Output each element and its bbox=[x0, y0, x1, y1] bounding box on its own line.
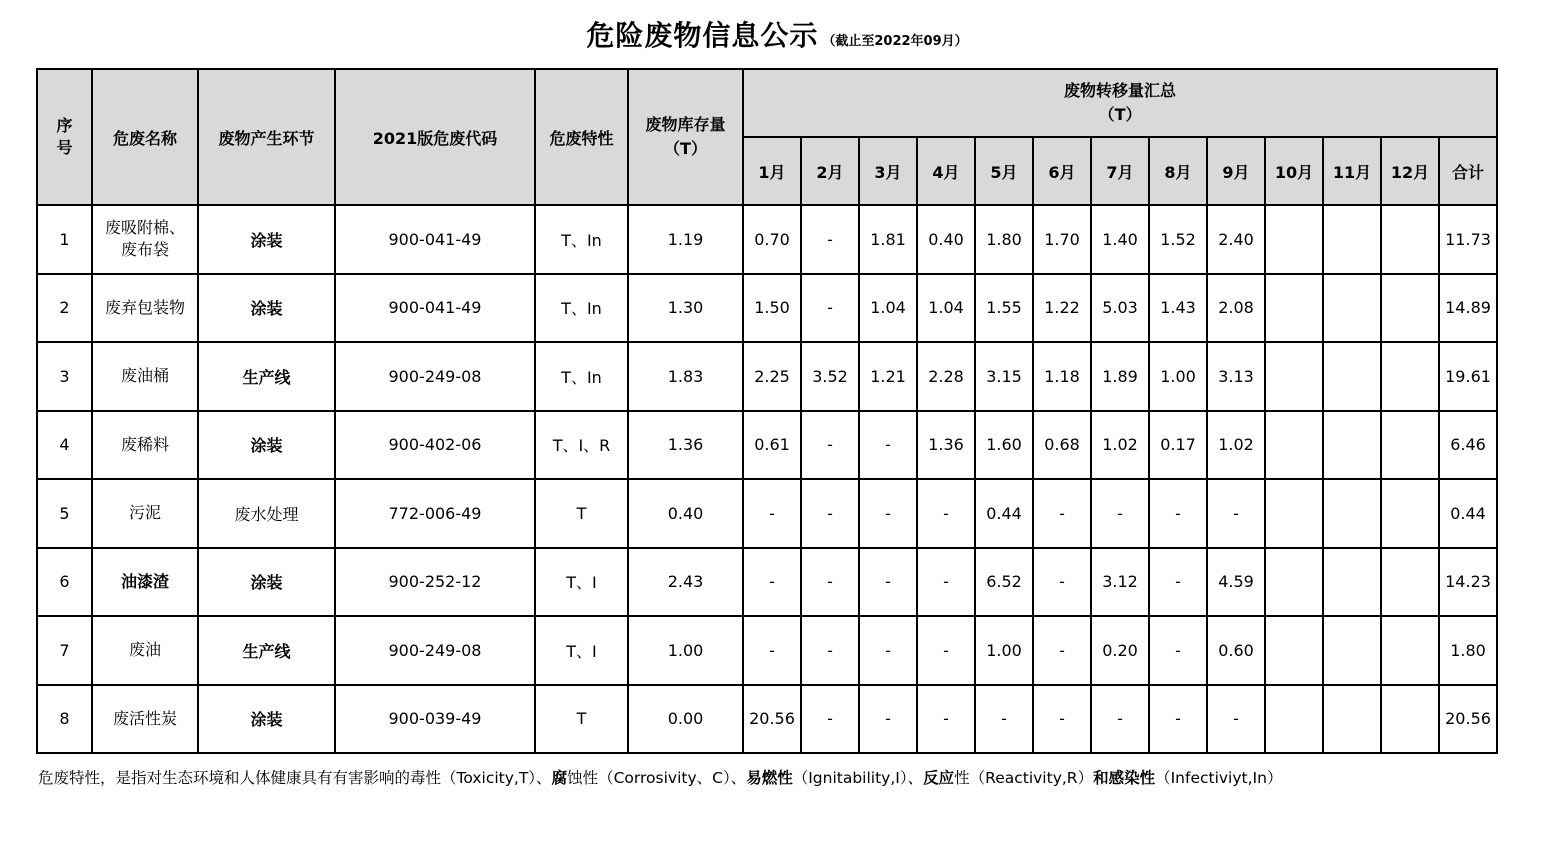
header-stage: 废物产生环节 bbox=[198, 69, 335, 205]
cell-code: 900-041-49 bbox=[335, 205, 535, 274]
cell-month-value bbox=[1323, 411, 1381, 480]
cell-month-value bbox=[1323, 274, 1381, 343]
footnote-part: Toxicity,T）、 bbox=[456, 769, 552, 787]
cell-month-value: 0.17 bbox=[1149, 411, 1207, 480]
cell-stock: 0.40 bbox=[628, 479, 743, 548]
cell-code: 900-249-08 bbox=[335, 342, 535, 411]
header-property: 危废特性 bbox=[535, 69, 628, 205]
cell-stock: 2.43 bbox=[628, 548, 743, 617]
cell-name: 废弃包装物 bbox=[92, 274, 198, 343]
cell-month-value: 1.60 bbox=[975, 411, 1033, 480]
cell-month-value: - bbox=[859, 548, 917, 617]
cell-month-value: - bbox=[975, 685, 1033, 754]
cell-month-value: 3.15 bbox=[975, 342, 1033, 411]
header-month: 5月 bbox=[975, 137, 1033, 205]
footnote-part: 性（ bbox=[954, 769, 986, 787]
header-stock: 废物库存量 （T） bbox=[628, 69, 743, 205]
cell-name: 废吸附棉、 废布袋 bbox=[92, 205, 198, 274]
table-row bbox=[37, 342, 1497, 411]
cell-month-value bbox=[1323, 685, 1381, 754]
footnote-part: 蚀性（ bbox=[567, 769, 614, 787]
cell-month-value: 20.56 bbox=[743, 685, 801, 754]
cell-month-value: 1.55 bbox=[975, 274, 1033, 343]
cell-month-value bbox=[1323, 548, 1381, 617]
cell-seq: 5 bbox=[37, 479, 92, 548]
cell-month-value: 1.21 bbox=[859, 342, 917, 411]
cell-month-value bbox=[1381, 479, 1439, 548]
cell-month-value: 1.70 bbox=[1033, 205, 1091, 274]
cell-month-value bbox=[1265, 548, 1323, 617]
cell-name: 废活性炭 bbox=[92, 685, 198, 754]
cell-total: 19.61 bbox=[1439, 342, 1497, 411]
cell-month-value: - bbox=[859, 479, 917, 548]
cell-month-value: 1.81 bbox=[859, 205, 917, 274]
cell-month-value: 1.36 bbox=[917, 411, 975, 480]
cell-month-value bbox=[1265, 274, 1323, 343]
cell-month-value: 1.04 bbox=[917, 274, 975, 343]
cell-code: 772-006-49 bbox=[335, 479, 535, 548]
header-total: 合计 bbox=[1439, 137, 1497, 205]
cell-month-value: - bbox=[1033, 479, 1091, 548]
cell-month-value bbox=[1381, 342, 1439, 411]
cell-month-value: 1.00 bbox=[975, 616, 1033, 685]
cell-month-value: 1.52 bbox=[1149, 205, 1207, 274]
cell-code: 900-041-49 bbox=[335, 274, 535, 343]
cell-seq: 4 bbox=[37, 411, 92, 480]
header-month: 9月 bbox=[1207, 137, 1265, 205]
cell-stock: 1.00 bbox=[628, 616, 743, 685]
cell-month-value bbox=[1265, 411, 1323, 480]
cell-month-value: - bbox=[801, 548, 859, 617]
cell-month-value bbox=[1323, 616, 1381, 685]
cell-month-value bbox=[1381, 548, 1439, 617]
cell-seq: 2 bbox=[37, 274, 92, 343]
cell-month-value: 1.22 bbox=[1033, 274, 1091, 343]
cell-month-value: 1.02 bbox=[1207, 411, 1265, 480]
cell-stock: 1.19 bbox=[628, 205, 743, 274]
cell-month-value: 1.50 bbox=[743, 274, 801, 343]
cell-month-value: 4.59 bbox=[1207, 548, 1265, 617]
cell-month-value: - bbox=[859, 616, 917, 685]
header-month: 8月 bbox=[1149, 137, 1207, 205]
cell-month-value: - bbox=[1033, 548, 1091, 617]
cell-month-value: - bbox=[1149, 479, 1207, 548]
cell-stage: 涂装 bbox=[198, 548, 335, 617]
cell-month-value: - bbox=[801, 274, 859, 343]
footnote-part: 腐 bbox=[551, 769, 568, 787]
cell-month-value: - bbox=[917, 616, 975, 685]
cell-property: T bbox=[535, 685, 628, 754]
cell-month-value bbox=[1265, 616, 1323, 685]
footnote-part: （Infectiviyt,In） bbox=[1155, 769, 1283, 787]
footnote bbox=[38, 766, 1282, 788]
page-title: 危险废物信息公示 bbox=[586, 19, 819, 52]
cell-month-value bbox=[1323, 479, 1381, 548]
cell-stock: 0.00 bbox=[628, 685, 743, 754]
cell-month-value: - bbox=[801, 479, 859, 548]
cell-month-value bbox=[1265, 479, 1323, 548]
header-code: 2021版危废代码 bbox=[335, 69, 535, 205]
cell-seq: 6 bbox=[37, 548, 92, 617]
cell-code: 900-039-49 bbox=[335, 685, 535, 754]
cell-month-value: - bbox=[801, 685, 859, 754]
cell-month-value: 1.80 bbox=[975, 205, 1033, 274]
cell-month-value: 0.61 bbox=[743, 411, 801, 480]
cell-month-value: - bbox=[1033, 616, 1091, 685]
cell-total: 6.46 bbox=[1439, 411, 1497, 480]
cell-month-value: - bbox=[1149, 685, 1207, 754]
cell-name: 废油桶 bbox=[92, 342, 198, 411]
cell-month-value bbox=[1265, 685, 1323, 754]
cell-month-value: - bbox=[1149, 548, 1207, 617]
cell-stock: 1.36 bbox=[628, 411, 743, 480]
cell-seq: 1 bbox=[37, 205, 92, 274]
header-month: 6月 bbox=[1033, 137, 1091, 205]
cell-code: 900-249-08 bbox=[335, 616, 535, 685]
table-row bbox=[37, 274, 1497, 343]
cell-property: T、I bbox=[535, 616, 628, 685]
cell-month-value: - bbox=[743, 548, 801, 617]
cell-month-value: 2.25 bbox=[743, 342, 801, 411]
table-row bbox=[37, 479, 1497, 548]
cell-seq: 8 bbox=[37, 685, 92, 754]
header-seq: 序号 bbox=[37, 69, 92, 205]
cell-month-value: 1.00 bbox=[1149, 342, 1207, 411]
cell-code: 900-252-12 bbox=[335, 548, 535, 617]
footnote-part: 和感染性 bbox=[1093, 769, 1156, 787]
cell-month-value: 1.40 bbox=[1091, 205, 1149, 274]
cell-property: T、I、R bbox=[535, 411, 628, 480]
cell-month-value: - bbox=[1207, 479, 1265, 548]
header-month: 7月 bbox=[1091, 137, 1149, 205]
cell-month-value: 2.28 bbox=[917, 342, 975, 411]
cell-month-value bbox=[1381, 616, 1439, 685]
footnote-part: Reactivity,R） bbox=[985, 769, 1094, 787]
cell-month-value: - bbox=[1091, 685, 1149, 754]
cell-month-value: 2.08 bbox=[1207, 274, 1265, 343]
footnote-part: 危废特性，是指对生态环境和人体健康具有有害影响的毒性（ bbox=[38, 769, 457, 787]
cell-name: 油漆渣 bbox=[92, 548, 198, 617]
cell-total: 20.56 bbox=[1439, 685, 1497, 754]
cell-month-value: 0.60 bbox=[1207, 616, 1265, 685]
cell-month-value bbox=[1323, 205, 1381, 274]
cell-month-value bbox=[1265, 342, 1323, 411]
cell-month-value: - bbox=[1149, 616, 1207, 685]
cell-month-value: 1.43 bbox=[1149, 274, 1207, 343]
cell-name: 废稀料 bbox=[92, 411, 198, 480]
cell-month-value: - bbox=[917, 548, 975, 617]
cell-month-value: - bbox=[859, 411, 917, 480]
cell-month-value: - bbox=[1207, 685, 1265, 754]
table-row bbox=[37, 685, 1497, 754]
cell-property: T、I bbox=[535, 548, 628, 617]
cell-month-value: 0.70 bbox=[743, 205, 801, 274]
cell-month-value: 1.04 bbox=[859, 274, 917, 343]
cell-month-value: - bbox=[917, 685, 975, 754]
cell-month-value: 1.18 bbox=[1033, 342, 1091, 411]
header-month: 12月 bbox=[1381, 137, 1439, 205]
header-month: 11月 bbox=[1323, 137, 1381, 205]
cell-total: 14.89 bbox=[1439, 274, 1497, 343]
cell-month-value bbox=[1265, 205, 1323, 274]
cell-stage: 生产线 bbox=[198, 342, 335, 411]
cell-stage: 废水处理 bbox=[198, 479, 335, 548]
table-row bbox=[37, 616, 1497, 685]
footnote-part: Corrosivity、C）、 bbox=[613, 769, 747, 787]
cell-property: T bbox=[535, 479, 628, 548]
cell-month-value bbox=[1323, 342, 1381, 411]
cell-month-value: 1.02 bbox=[1091, 411, 1149, 480]
header-month: 4月 bbox=[917, 137, 975, 205]
cell-total: 1.80 bbox=[1439, 616, 1497, 685]
cell-name: 废油 bbox=[92, 616, 198, 685]
cell-month-value: - bbox=[1091, 479, 1149, 548]
cell-stage: 涂装 bbox=[198, 274, 335, 343]
cell-stage: 涂装 bbox=[198, 685, 335, 754]
cell-property: T、In bbox=[535, 205, 628, 274]
cell-month-value: 6.52 bbox=[975, 548, 1033, 617]
cell-total: 0.44 bbox=[1439, 479, 1497, 548]
page-header bbox=[0, 14, 1554, 54]
cell-month-value: 3.12 bbox=[1091, 548, 1149, 617]
header-row bbox=[37, 69, 1497, 137]
cell-month-value: - bbox=[801, 205, 859, 274]
cell-month-value: - bbox=[859, 685, 917, 754]
cell-month-value: 2.40 bbox=[1207, 205, 1265, 274]
page-subtitle: （截止至2022年09月） bbox=[822, 34, 968, 49]
cell-property: T、In bbox=[535, 274, 628, 343]
cell-stock: 1.30 bbox=[628, 274, 743, 343]
cell-stage: 涂装 bbox=[198, 411, 335, 480]
cell-property: T、In bbox=[535, 342, 628, 411]
cell-month-value: 0.44 bbox=[975, 479, 1033, 548]
cell-month-value: - bbox=[917, 479, 975, 548]
cell-month-value: - bbox=[743, 616, 801, 685]
cell-stage: 生产线 bbox=[198, 616, 335, 685]
header-transfer: 废物转移量汇总 （T） bbox=[743, 69, 1497, 137]
cell-month-value bbox=[1381, 411, 1439, 480]
cell-month-value: - bbox=[1033, 685, 1091, 754]
cell-month-value: - bbox=[743, 479, 801, 548]
cell-month-value: 3.52 bbox=[801, 342, 859, 411]
cell-stock: 1.83 bbox=[628, 342, 743, 411]
table-row bbox=[37, 411, 1497, 480]
footnote-part: 易燃性 bbox=[746, 769, 793, 787]
waste-table bbox=[36, 68, 1498, 754]
footnote-part: （Ignitability,I）、 bbox=[792, 769, 924, 787]
header-month: 1月 bbox=[743, 137, 801, 205]
cell-seq: 3 bbox=[37, 342, 92, 411]
header-name: 危废名称 bbox=[92, 69, 198, 205]
cell-month-value: 0.40 bbox=[917, 205, 975, 274]
header-month: 10月 bbox=[1265, 137, 1323, 205]
cell-month-value bbox=[1381, 205, 1439, 274]
cell-month-value: - bbox=[801, 411, 859, 480]
cell-total: 14.23 bbox=[1439, 548, 1497, 617]
header-month: 2月 bbox=[801, 137, 859, 205]
table-row bbox=[37, 205, 1497, 274]
footnote-part: 反应 bbox=[923, 769, 955, 787]
cell-month-value bbox=[1381, 274, 1439, 343]
cell-month-value bbox=[1381, 685, 1439, 754]
table-row bbox=[37, 548, 1497, 617]
cell-month-value: 1.89 bbox=[1091, 342, 1149, 411]
cell-stage: 涂装 bbox=[198, 205, 335, 274]
cell-month-value: 0.20 bbox=[1091, 616, 1149, 685]
cell-month-value: 3.13 bbox=[1207, 342, 1265, 411]
cell-month-value: - bbox=[801, 616, 859, 685]
cell-name: 污泥 bbox=[92, 479, 198, 548]
header-month: 3月 bbox=[859, 137, 917, 205]
table-body bbox=[37, 205, 1497, 753]
cell-seq: 7 bbox=[37, 616, 92, 685]
cell-total: 11.73 bbox=[1439, 205, 1497, 274]
cell-month-value: 5.03 bbox=[1091, 274, 1149, 343]
cell-month-value: 0.68 bbox=[1033, 411, 1091, 480]
cell-code: 900-402-06 bbox=[335, 411, 535, 480]
